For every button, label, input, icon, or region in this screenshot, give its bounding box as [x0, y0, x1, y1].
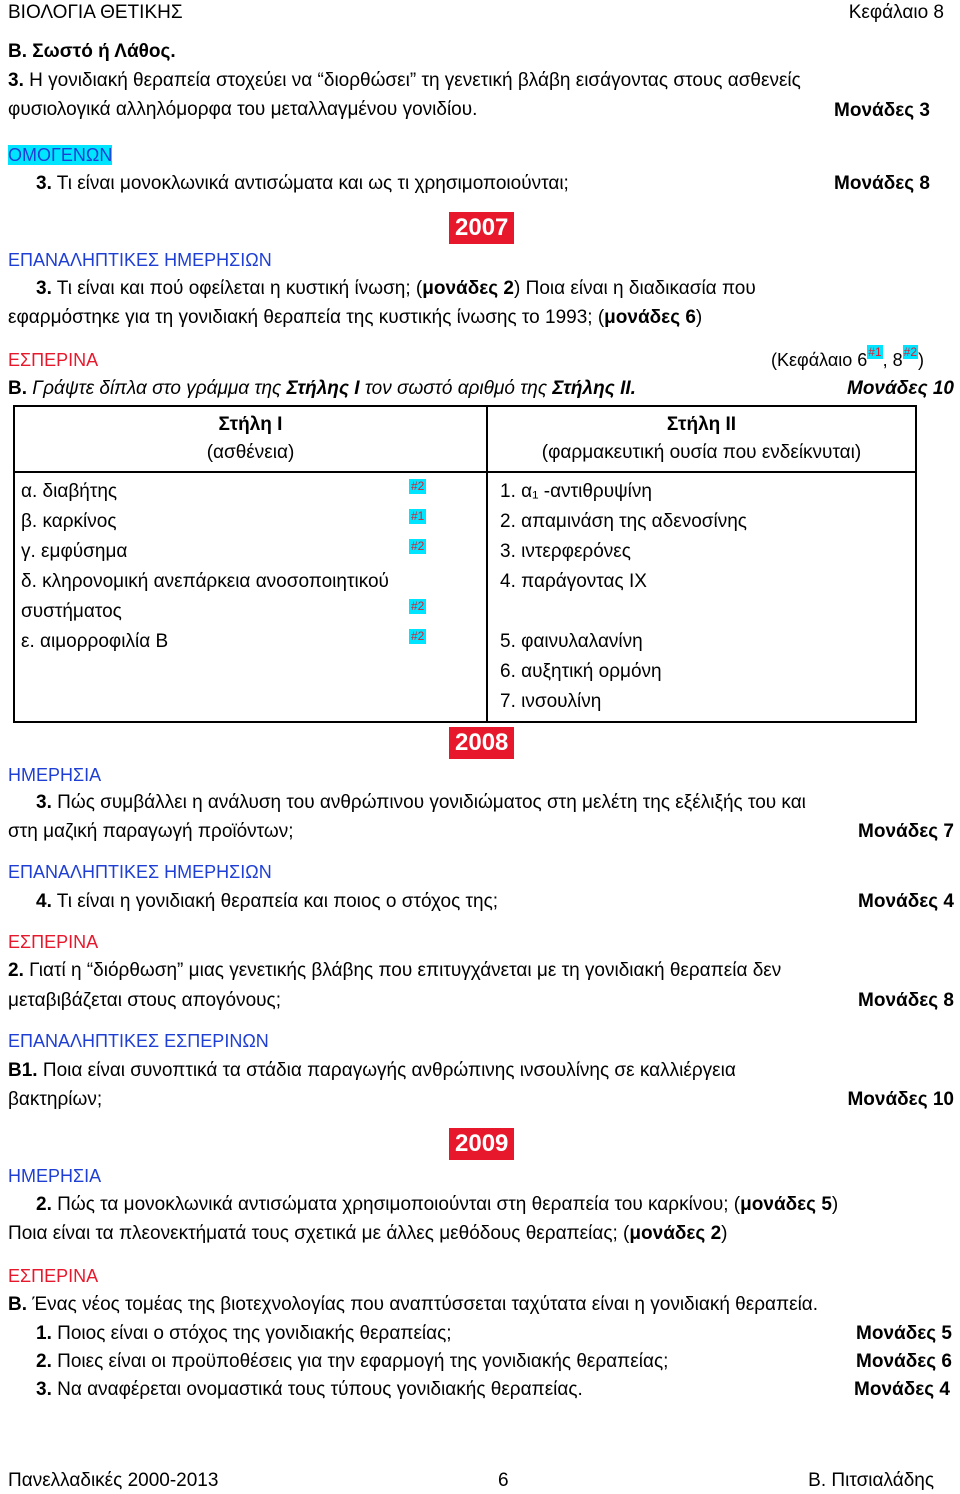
table-row [14, 472, 916, 722]
esperina-2009-item-2: 2. Ποιες είναι οι προϋποθέσεις για την εφαρμογή της γονιδιακής θεραπείας; [36, 1351, 669, 1372]
esperina-2009-b-text: Β. Ένας νέος τομέας της βιοτεχνολογίας που αναπτύσσεται ταχύτατα είναι η γονιδιακή θεραπεία. [8, 1294, 819, 1315]
esperina-2009-item-1: 1. Ποιος είναι ο στόχος της γονιδιακής θεραπείας; [36, 1323, 452, 1344]
section-label-sosto: Β. Σωστό ή Λάθος. [8, 41, 176, 62]
homogenon-marks: Μονάδες 8 [834, 173, 930, 194]
hmerisia-2008-marks: Μονάδες 7 [858, 821, 954, 842]
esperina-2008-line1: 2. Γιατί η “διόρθωση” μιας γενετικής βλάβης που επιτυγχάνεται με τη γονιδιακή θεραπεία δεν [8, 960, 782, 981]
esperina-2007-b-question: Β. Γράψτε δίπλα στο γράμμα της Στήλης Ι τον σωστό αριθμό της Στήλης ΙΙ. [8, 378, 636, 399]
section-label-hmerisia-2008: ΗΜΕΡΗΣΙΑ [8, 765, 102, 785]
esperina-2009-item-3: 3. Να αναφέρεται ονομαστικά τους τύπους γονιδιακής θεραπείας. [36, 1379, 583, 1400]
section-label-esperina-2009: ΕΣΠΕΡΙΝΑ [8, 1266, 99, 1286]
ep-hmer-2008-question: 4. Τι είναι η γονιδιακή θεραπεία και ποιος ο στόχος της; [36, 891, 499, 912]
hmerisia-2009-line1: 2. Πώς τα μονοκλωνικά αντισώματα χρησιμοποιούνται στη θεραπεία του καρκίνου; (μονάδες 5) [36, 1194, 839, 1215]
hmerisia-2008-line1: 3. Πώς συμβάλλει η ανάλυση του ανθρώπινου γονιδιώματος στη μελέτη της εξέλιξής του και [36, 792, 806, 813]
ep-hmer-2008-marks: Μονάδες 4 [858, 891, 954, 912]
section-label-esperina-2008: ΕΣΠΕΡΙΝΑ [8, 932, 99, 952]
ep-esper-2008-marks: Μονάδες 10 [847, 1089, 954, 1110]
chapter-reference: (Κεφάλαιο 6$^{\#1}$, 8$^{\#2}$) [771, 345, 924, 370]
esperina-2009-item-1-marks: Μονάδες 5 [856, 1323, 952, 1344]
section-label-ep-hmer-2007: ΕΠΑΝΑΛΗΠΤΙΚΕΣ ΗΜΕΡΗΣΙΩΝ [8, 250, 272, 270]
section-label-ep-esper-2008: ΕΠΑΝΑΛΗΠΤΙΚΕΣ ΕΣΠΕΡΙΝΩΝ [8, 1031, 269, 1051]
ep-esper-2008-line2: βακτηρίων; [8, 1089, 103, 1110]
ep-hmer-2007-line2: εφαρμόστηκε για τη γονιδιακή θεραπεία της κυστικής ίνωσης το 1993; (μονάδες 6) [8, 307, 703, 328]
table-badge: #2 [411, 599, 425, 613]
table-badge: #2 [411, 539, 425, 553]
table-cell-left: α. διαβήτης β. καρκίνος γ. εμφύσημα δ. κληρονομική ανεπάρκεια ανοσοποιητικού συστήματος ε. αιμορροφιλία Β #2 #1 #2 #2 #2 [14, 472, 487, 722]
intro-q3-marks: Μονάδες 3 [834, 100, 930, 121]
chapter-badge-2: #2 [903, 345, 917, 359]
intro-q3-line2: φυσιολογικά αλληλόμορφα του μεταλλαγμένου γονιδίου. [8, 99, 478, 120]
header-left: ΒΙΟΛΟΓΙΑ ΘΕΤΙΚΗΣ [8, 2, 183, 23]
section-label-esperina-2007: ΕΣΠΕΡΙΝΑ [8, 350, 99, 370]
section-label-hmerisia-2009: ΗΜΕΡΗΣΙΑ [8, 1166, 102, 1186]
year-badge-2009: 2009 [449, 1128, 514, 1160]
hmerisia-2009-line2: Ποια είναι τα πλεονεκτήματά τους σχετικά με άλλες μεθόδους θεραπείας; (μονάδες 2) [8, 1223, 728, 1244]
hmerisia-2008-line2: στη μαζική παραγωγή προϊόντων; [8, 821, 294, 842]
ep-esper-2008-line1: Β1. Ποια είναι συνοπτικά τα στάδια παραγωγής ανθρώπινης ινσουλίνης σε καλλιέργεια [8, 1060, 736, 1081]
footer-right: Β. Πιτσιαλάδης [808, 1470, 934, 1491]
chapter-badge-1: #1 [868, 345, 882, 359]
footer-left: Πανελλαδικές 2000-2013 [8, 1470, 219, 1491]
table-badge: #2 [411, 629, 425, 643]
column-1-header: Στήλη Ι (ασθένεια) [14, 406, 487, 472]
header-right: Κεφάλαιο 8 [848, 2, 944, 23]
esperina-2009-item-3-marks: Μονάδες 4 [854, 1379, 950, 1400]
footer-page-number: 6 [498, 1470, 509, 1491]
year-badge-2007: 2007 [449, 212, 514, 244]
esperina-2007-b-marks: Μονάδες 10 [847, 378, 954, 399]
esperina-2009-item-2-marks: Μονάδες 6 [856, 1351, 952, 1372]
ep-hmer-2007-line1: 3. Τι είναι και πού οφείλεται η κυστική ίνωση; (μονάδες 2) Ποια είναι η διαδικασία που [36, 278, 756, 299]
table-header-row [14, 406, 916, 472]
matching-table [13, 405, 917, 723]
table-badge: #1 [411, 509, 425, 523]
intro-q3-line1: 3. Η γονιδιακή θεραπεία στοχεύει να “διορθώσει” τη γενετική βλάβη εισάγοντας στους ασθενείς [8, 70, 801, 91]
esperina-2008-line2: μεταβιβάζεται στους απογόνους; [8, 990, 281, 1011]
table-badge: #2 [411, 479, 425, 493]
section-label-ep-hmer-2008: ΕΠΑΝΑΛΗΠΤΙΚΕΣ ΗΜΕΡΗΣΙΩΝ [8, 862, 272, 882]
column-2-header: Στήλη ΙΙ (φαρμακευτική ουσία που ενδείκνυται) [487, 406, 916, 472]
year-badge-2008: 2008 [449, 727, 514, 759]
table-cell-right: 1. α₁ -αντιθρυψίνη 2. απαμινάση της αδενοσίνης 3. ιντερφερόνες 4. παράγοντας ΙΧ 5. φαινυλαλανίνη 6. αυξητική ορμόνη 7. ινσουλίνη [487, 472, 916, 722]
esperina-2008-marks: Μονάδες 8 [858, 990, 954, 1011]
homogenon-question: 3. Τι είναι μονοκλωνικά αντισώματα και ως τι χρησιμοποιούνται; [36, 173, 569, 194]
section-label-homogenon: ΟΜΟΓΕΝΩΝ [8, 145, 113, 165]
